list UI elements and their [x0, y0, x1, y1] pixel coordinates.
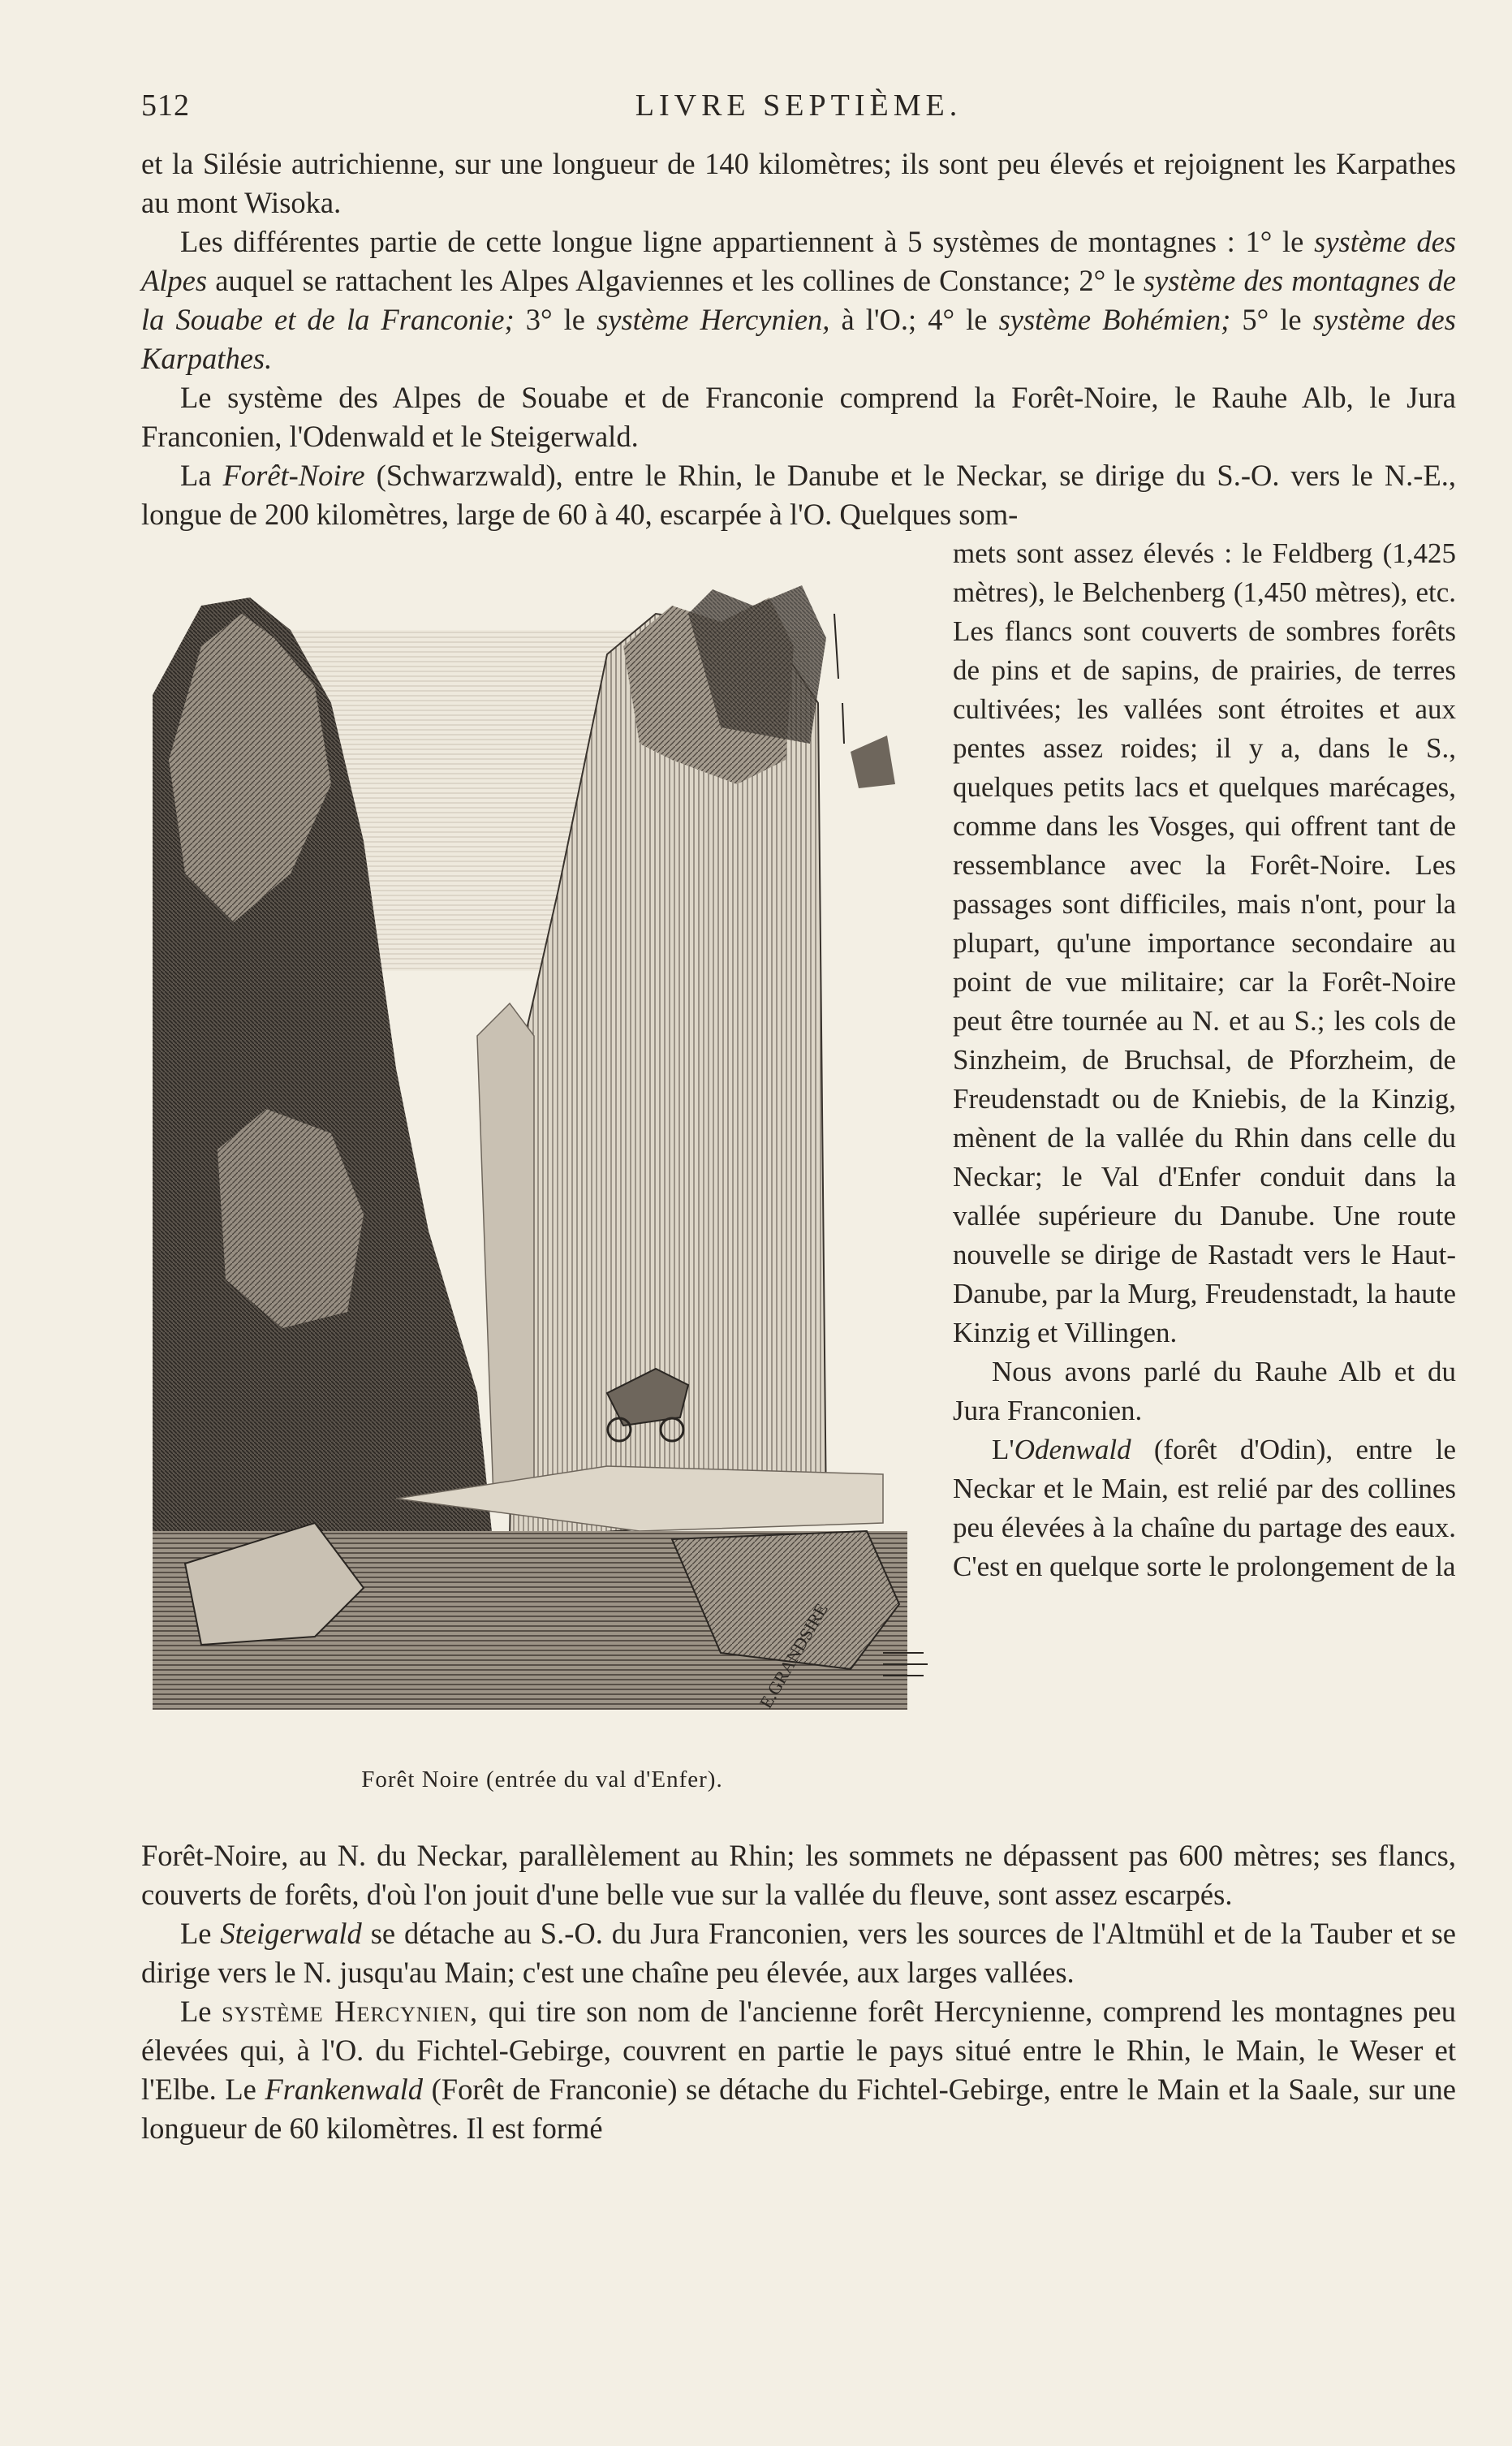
- italic-term: Steigerwald: [220, 1917, 362, 1950]
- italic-term: Frankenwald: [265, 2073, 424, 2106]
- right-column-text: [953, 534, 1456, 1586]
- paragraph-alpes-souabe: Le système des Alpes de Souabe et de Franconie comprend la Forêt-Noire, le Rauhe Alb, le Jura Franconien, l'Odenwald et le Steigerwald.: [141, 381, 1456, 453]
- top-text-block: [141, 145, 1456, 534]
- engraver-signature: E.GRANDSIRE: [755, 1599, 832, 1712]
- text-run: qui tire son nom de l'ancienne forêt Hercynienne, comprend les montagnes peu élevées qui, à l'O. du Fichtel-Gebirge, couvrent en partie le pays situé entre le Rhin, le Main, le Weser et l'Elbe. Le: [141, 1995, 1456, 2106]
- italic-term: système Bohémien;: [998, 303, 1231, 336]
- italic-term: système des Alpes: [141, 225, 1456, 297]
- text-run: Le: [180, 1995, 222, 2028]
- bottom-text-block: [141, 1836, 1456, 2148]
- paragraph-silesie: et la Silésie autrichienne, sur une longueur de 140 kilomètres; ils sont peu élevés et rejoignent les Karpathes au mont Wisoka.: [141, 147, 1456, 219]
- italic-term: Forêt-Noire: [222, 459, 365, 492]
- text-run: (Forêt de Franconie) se détache du Fichtel-Gebirge, entre le Main et la Saale, sur une longueur de 60 kilomètres. Il est formé: [141, 2073, 1456, 2145]
- text-run: (Schwarzwald), entre le Rhin, le Danube et le Neckar, se dirige du S.-O. vers le N.-E., longue de 200 kilomètres, large de 60 à 40, escarpée à l'O. Quelques som-: [141, 459, 1457, 531]
- paragraph-foret-noire-cont: mets sont assez élevés : le Feldberg (1,425 mètres), le Belchenberg (1,450 mètres), etc. Les flancs sont couverts de sombres forêts de pins et de sapins, de prairies, de terres cultivées; les vallées sont étroites et aux pentes assez roides; il y a, dans le S., quelques petits lacs et quelques marécages, comme dans les Vosges, qui offrent tant de ressemblance avec la Forêt-Noire. Les passages sont difficiles, mais n'ont, pour la plupart, qu'une importance secondaire au point de vue militaire; car la Forêt-Noire peut être tournée au N. et au S.; les cols de Sinzheim, de Bruchsal, de Pforzheim, de Freudenstadt ou de Kniebis, de la Kinzig, mènent de la vallée du Rhin dans celle du Neckar; le Val d'Enfer conduit dans la vallée supérieure du Danube. Une route nouvelle se dirige de Rastadt vers le Haut-Danube, par la Murg, Freudenstadt, la haute Kinzig et Villingen.: [953, 537, 1456, 1348]
- paragraph-systemes: [141, 222, 1456, 378]
- paragraph-steigerwald: [141, 1914, 1456, 1992]
- figure-caption: Forêt Noire (entrée du val d'Enfer).: [361, 1767, 723, 1792]
- paragraph-rauhe-alb: Nous avons parlé du Rauhe Alb et du Jura Franconien.: [953, 1356, 1456, 1426]
- paragraph-foret-noire: [141, 456, 1456, 534]
- paragraph-odenwald: [953, 1430, 1456, 1586]
- smallcaps-term: système Hercynien,: [222, 1995, 479, 2028]
- text-run: à l'O.; 4° le: [829, 303, 999, 336]
- page-number: 512: [141, 88, 190, 123]
- italic-term: Odenwald: [1014, 1434, 1131, 1465]
- text-run: 5° le: [1230, 303, 1313, 336]
- paragraph-hercynien: [141, 1992, 1456, 2148]
- text-run: L': [992, 1434, 1014, 1465]
- italic-term: système des Karpathes.: [141, 303, 1456, 375]
- text-run: Les différentes partie de cette longue ligne appartiennent à 5 systèmes de montagnes : 1° le: [180, 225, 1315, 258]
- italic-term: système Hercynien,: [597, 303, 830, 336]
- text-run: auquel se rattachent les Alpes Algaviennes et les collines de Constance; 2° le: [207, 264, 1144, 297]
- running-head: LIVRE SEPTIÈME.: [635, 88, 963, 123]
- text-run: (forêt d'Odin), entre le Neckar et le Main, est relié par des collines peu élevées à la chaîne du partage des eaux. C'est en quelque sorte le prolongement de la: [953, 1434, 1456, 1582]
- text-run: se détache au S.-O. du Jura Franconien, vers les sources de l'Altmühl et de la Tauber et se dirige vers le N. jusqu'au Main; c'est une chaîne peu élevée, aux larges vallées.: [141, 1917, 1456, 1989]
- engraving-illustration: [153, 581, 932, 1726]
- paragraph-odenwald-cont: Forêt-Noire, au N. du Neckar, parallèlement au Rhin; les sommets ne dépassent pas 600 mètres; ses flancs, couverts de forêts, d'où l'on jouit d'une belle vue sur la vallée du fleuve, sont assez escarpés.: [141, 1839, 1456, 1911]
- text-run: La: [180, 459, 223, 492]
- text-run: Le: [180, 1917, 221, 1950]
- italic-term: système des montagnes de la Souabe et de la Franconie;: [141, 264, 1456, 336]
- page-header: [141, 88, 1456, 128]
- text-run: 3° le: [514, 303, 597, 336]
